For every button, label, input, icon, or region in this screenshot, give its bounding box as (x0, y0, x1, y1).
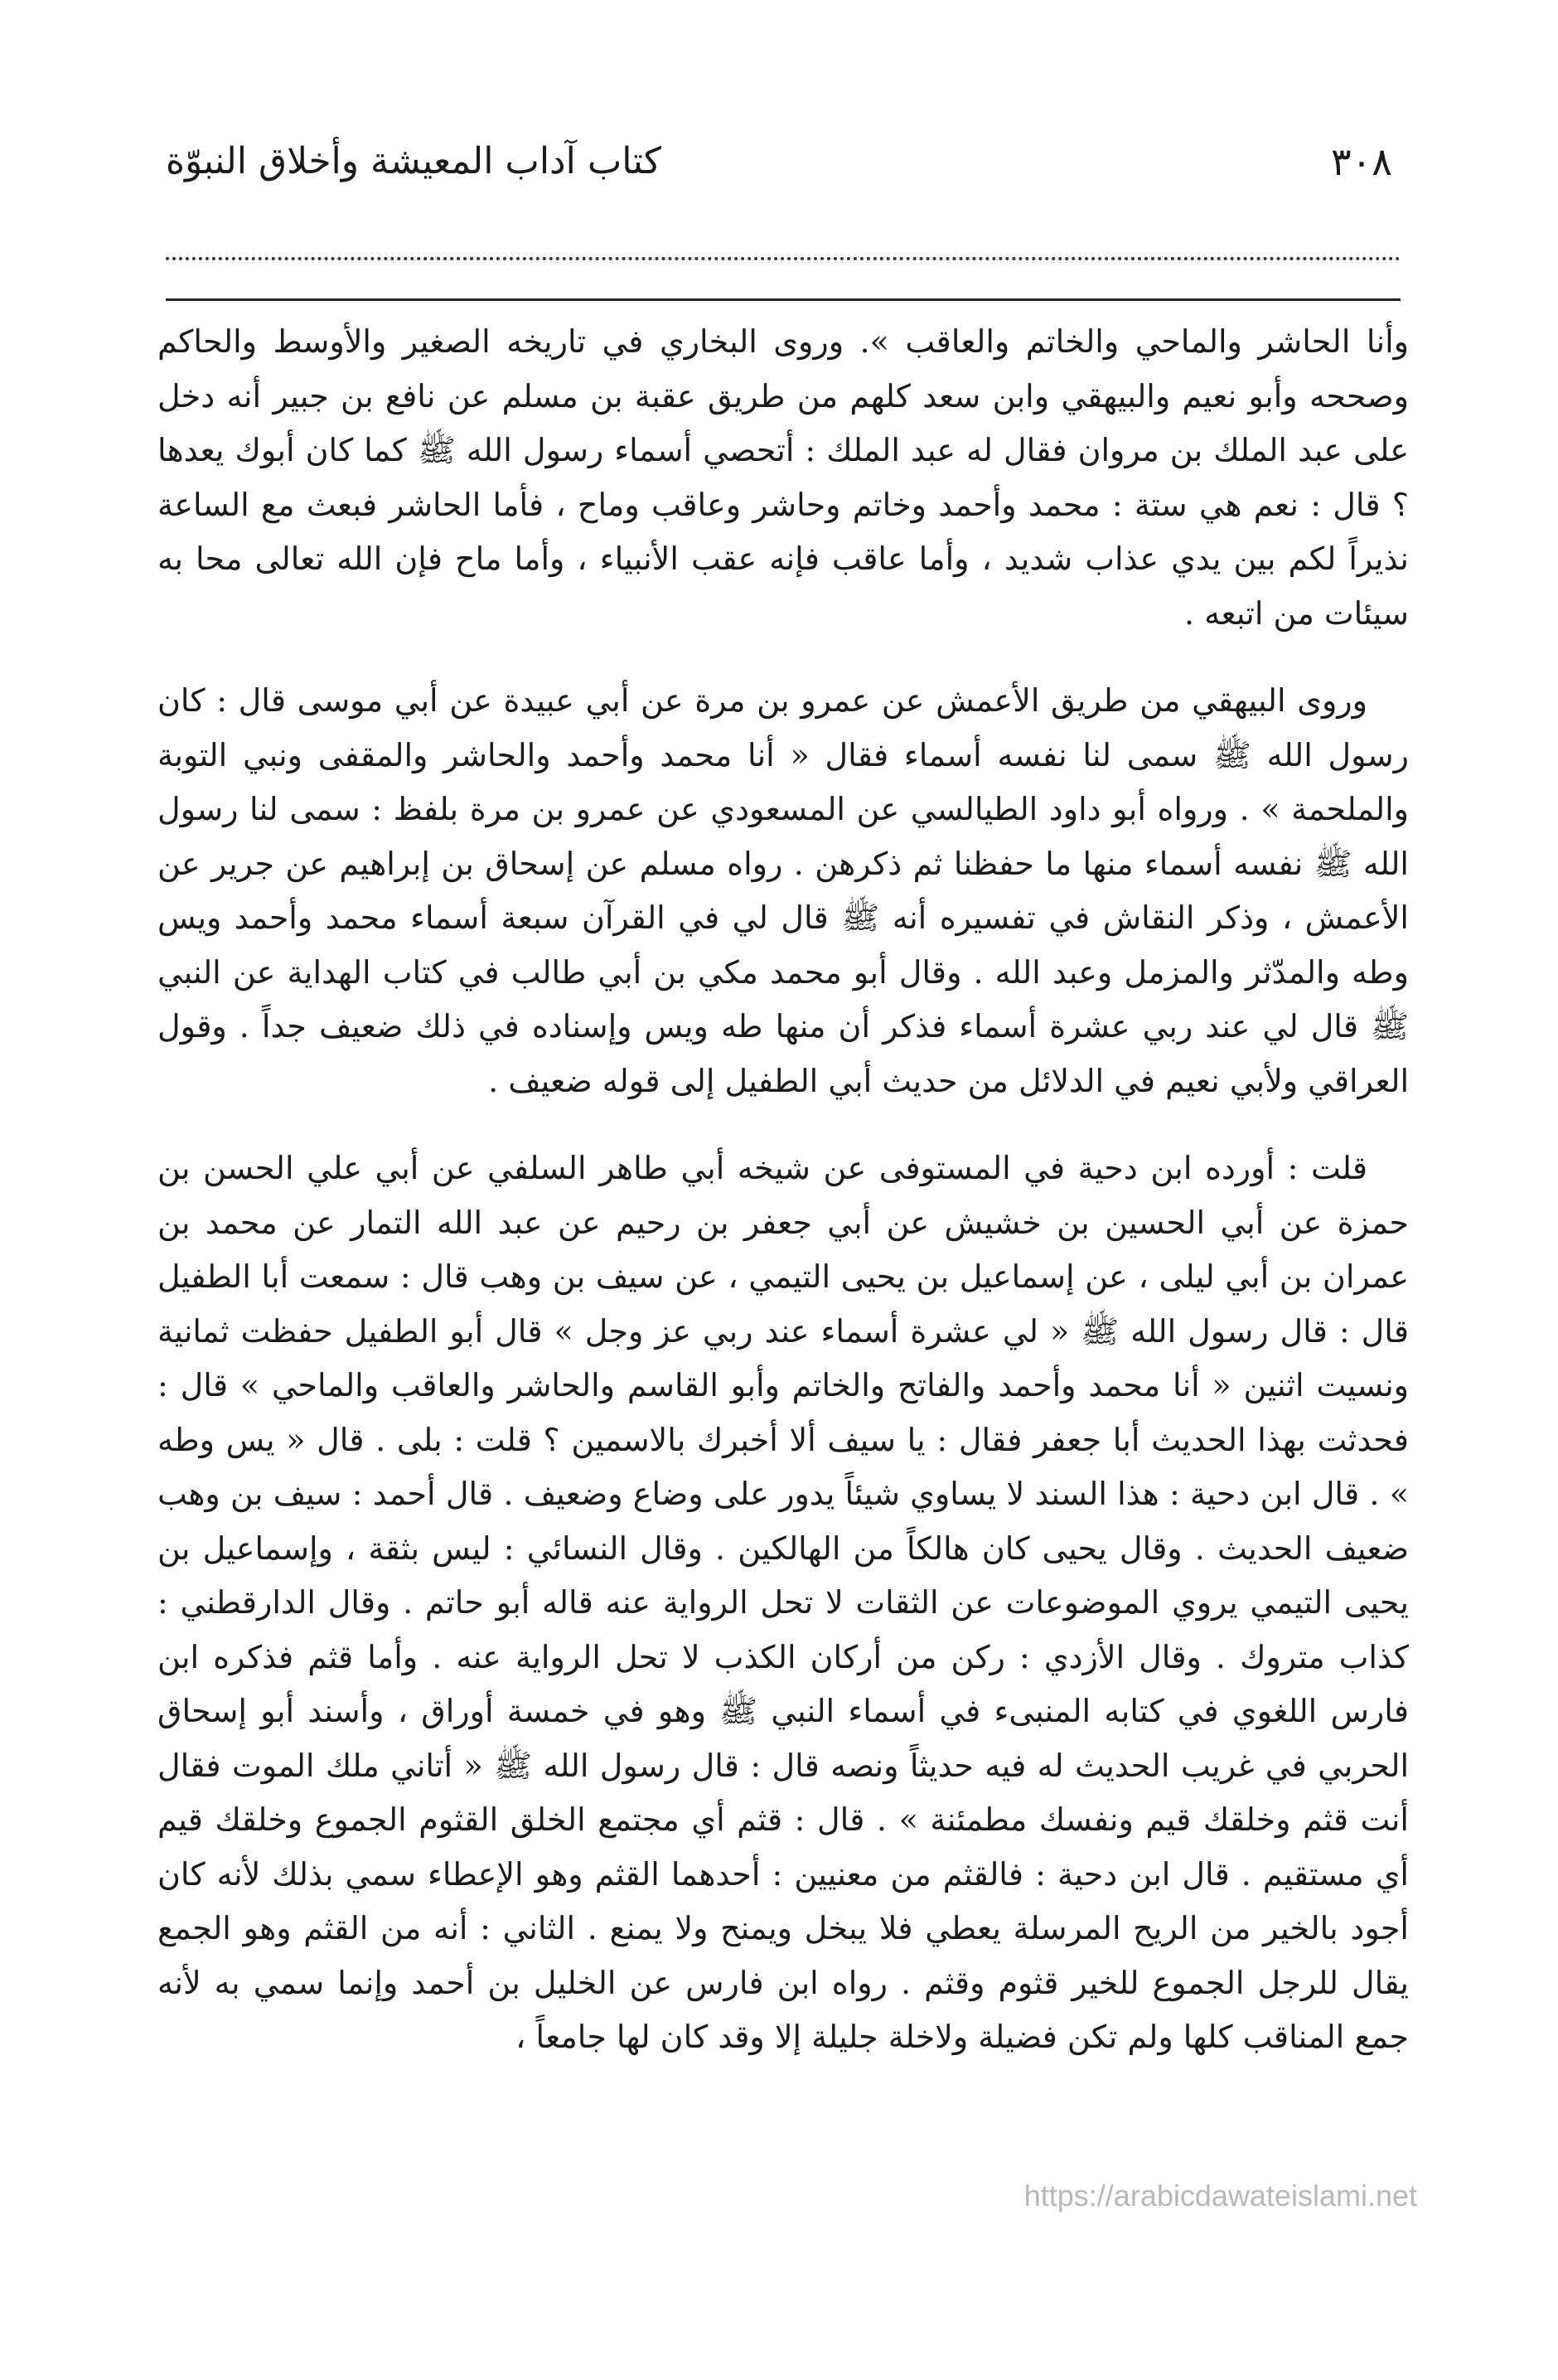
page-number: ٣٠٨ (1330, 139, 1392, 184)
body-text (157, 315, 1409, 2098)
paragraph-1: وأنا الحاشر والماحي والخاتم والعاقب ». وروى البخاري في تاريخه الصغير والأوسط والحاكم وصححه وأبو نعيم والبيهقي وابن سعد كلهم من طريق عقبة بن مسلم عن نافع بن جبير أنه دخل على عبد الملك بن مروان فقال له عبد الملك : أتحصي أسماء رسول الله ﷺ كما كان أبوك يعدها ؟ قال : نعم هي ستة : محمد وأحمد وخاتم وحاشر وعاقب وماح ، فأما الحاشر فبعث مع الساعة نذيراً لكم بين يدي عذاب شديد ، وأما عاقب فإنه عقب الأنبياء ، وأما ماح فإن الله تعالى محا به سيئات من اتبعه . (157, 323, 1409, 632)
running-title: كتاب آداب المعيشة وأخلاق النبوّة (166, 140, 661, 182)
paragraph-3: قلت : أورده ابن دحية في المستوفى عن شيخه أبي طاهر السلفي عن أبي علي الحسن بن حمزة عن أبي الحسين بن خشيش عن أبي جعفر بن رحيم عن عبد الله التمار عن محمد بن عمران بن أبي ليلى ، عن إسماعيل بن يحيى التيمي ، عن سيف بن وهب قال : سمعت أبا الطفيل قال : قال رسول الله ﷺ « لي عشرة أسماء عند ربي عز وجل » قال أبو الطفيل حفظت ثمانية ونسيت اثنين « أنا محمد وأحمد والفاتح والخاتم وأبو القاسم والحاشر والعاقب والماحي » قال : فحدثت بهذا الحديث أبا جعفر فقال : يا سيف ألا أخبرك بالاسمين ؟ قلت : بلى . قال « يس وطه » . قال ابن دحية : هذا السند لا يساوي شيئاً يدور على وضاع وضعيف . قال أحمد : سيف بن وهب ضعيف الحديث . وقال يحيى كان هالكاً من الهالكين . وقال النسائي : ليس بثقة ، وإسماعيل بن يحيى التيمي يروي الموضوعات عن الثقات لا تحل الرواية عنه قاله أبو حاتم . وقال الدارقطني : كذاب متروك . وقال الأزدي : ركن من أركان الكذب لا تحل الرواية عنه . وأما قثم فذكره ابن فارس اللغوي في كتابه المنبىء في أسماء النبي ﷺ وهو في خمسة أوراق ، وأسند أبو إسحاق الحربي في غريب الحديث له فيه حديثاً ونصه قال : قال رسول الله ﷺ « أتاني ملك الموت فقال أنت قثم وخلقك قيم ونفسك مطمئنة » . قال : قثم أي مجتمع الخلق القثوم الجموع وخلقك قيم أي مستقيم . قال ابن دحية : فالقثم من معنيين : أحدهما القثم وهو الإعطاء سمي بذلك لأنه كان أجود بالخير من الريح المرسلة يعطي فلا يبخل ويمنح ولا يمنع . الثاني : أنه من القثم وهو الجمع يقال للرجل الجموع للخير قثوم وقثم . رواه ابن فارس عن الخليل بن أحمد وإنما سمي به لأنه جمع المناقب كلها ولم تكن فضيلة ولاخلة جليلة إلا وقد كان لها جامعاً ، (157, 1150, 1409, 2055)
dotted-divider (166, 257, 1401, 260)
solid-divider (166, 298, 1401, 301)
paragraph-2: وروى البيهقي من طريق الأعمش عن عمرو بن مرة عن أبي عبيدة عن أبي موسى قال : كان رسول الله ﷺ سمى لنا نفسه أسماء فقال « أنا محمد وأحمد والحاشر والمقفى ونبي التوبة والملحمة » . ورواه أبو داود الطيالسي عن المسعودي عن عمرو بن مرة بلفظ : سمى لنا رسول الله ﷺ نفسه أسماء منها ما حفظنا ثم ذكرهن . رواه مسلم عن إسحاق بن إبراهيم عن جرير عن الأعمش ، وذكر النقاش في تفسيره أنه ﷺ قال لي في القرآن سبعة أسماء محمد وأحمد ويس وطه والمدّثر والمزمل وعبد الله . وقال أبو محمد مكي بن أبي طالب في كتاب الهداية عن النبي ﷺ قال لي عند ربي عشرة أسماء فذكر أن منها طه ويس وإسناده في ذلك ضعيف جداً . وقول العراقي ولأبي نعيم في الدلائل من حديث أبي الطفيل إلى قوله ضعيف . (157, 682, 1409, 1099)
page-header (166, 133, 1392, 191)
watermark-url: https://arabicdawateislami.net (1023, 2179, 1417, 2213)
